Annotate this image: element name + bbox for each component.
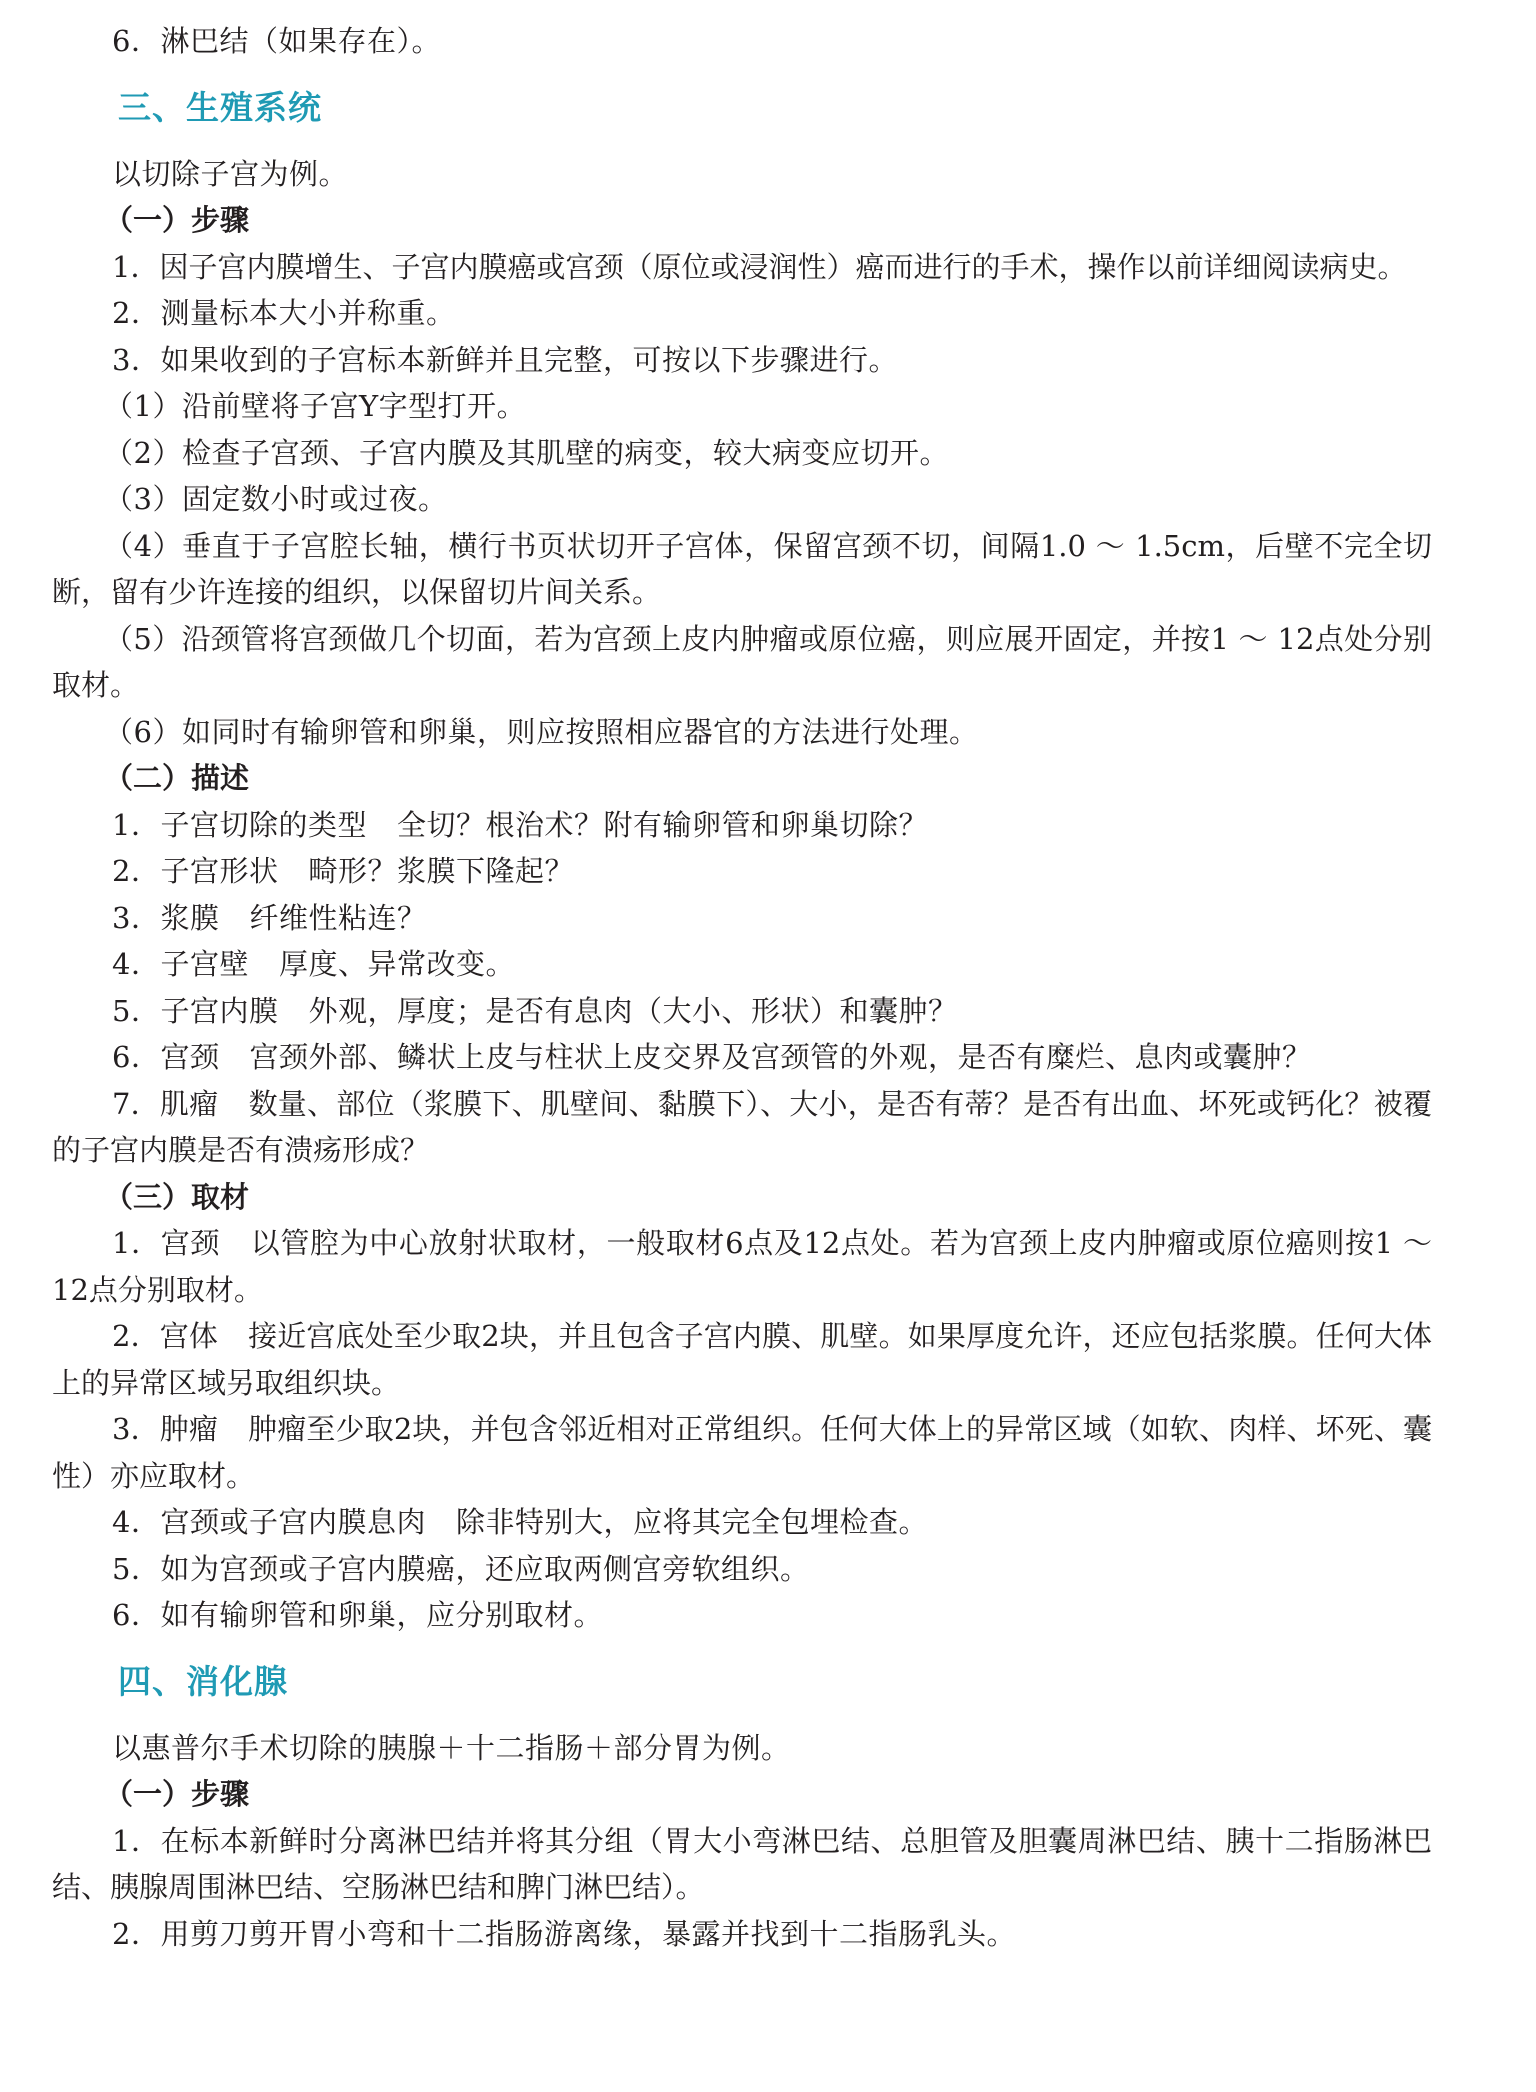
list-item: （5）沿颈管将宫颈做几个切面，若为宫颈上皮内肿瘤或原位癌，则应展开固定，并按1 ～ 12点处分别取材。 bbox=[52, 621, 1432, 702]
list-item bbox=[52, 988, 1432, 1035]
list-item: （3）固定数小时或过夜。 bbox=[104, 482, 448, 516]
list-item bbox=[52, 895, 1432, 942]
item-term: 7．肌瘤 bbox=[112, 1086, 219, 1121]
item-text: 除非特别大，应将其完全包埋检查。 bbox=[455, 1505, 928, 1539]
list-item: （2）检查子宫颈、子宫内膜及其肌壁的病变，较大病变应切开。 bbox=[104, 435, 949, 470]
item-term: 2．子宫形状 bbox=[112, 854, 279, 888]
item-term: 4．宫颈或子宫内膜息肉 bbox=[112, 1505, 426, 1539]
subheading-steps: （一）步骤 bbox=[104, 203, 250, 237]
list-item bbox=[52, 848, 1432, 895]
item-term: 3．肿瘤 bbox=[112, 1412, 218, 1446]
section-heading-digestive: 四、消化腺 bbox=[118, 1661, 288, 1701]
list-item: 6．淋巴结（如果存在）。 bbox=[112, 24, 441, 58]
list-item: 1．因子宫内膜增生、子宫内膜癌或宫颈（原位或浸润性）癌而进行的手术，操作以前详细阅读病史。 bbox=[112, 249, 1407, 284]
list-item bbox=[52, 1406, 1432, 1499]
list-item bbox=[52, 802, 1432, 849]
list-item bbox=[52, 941, 1432, 988]
item-text: 数量、部位（浆膜下、肌壁间、黏膜下）、大小，是否有蒂？是否有出血、坏死或钙化？被覆的子宫内膜是否有溃疡形成？ bbox=[52, 1086, 1432, 1167]
item-text: 纤维性粘连？ bbox=[249, 900, 427, 935]
item-term: 1．宫颈 bbox=[112, 1226, 221, 1260]
list-item: 5．如为宫颈或子宫内膜癌，还应取两侧宫旁软组织。 bbox=[112, 1551, 810, 1586]
item-text: 全切？根治术？附有输卵管和卵巢切除？ bbox=[396, 807, 928, 842]
list-item bbox=[52, 1313, 1432, 1406]
intro-text: 以切除子宫为例。 bbox=[112, 156, 349, 191]
item-term: 2．宫体 bbox=[112, 1319, 218, 1353]
list-item: 2．测量标本大小并称重。 bbox=[112, 296, 456, 330]
list-item bbox=[52, 1220, 1432, 1313]
list-item bbox=[52, 1499, 1432, 1546]
item-text: 外观，厚度；是否有息肉（大小、形状）和囊肿？ bbox=[308, 993, 958, 1028]
item-text: 畸形？浆膜下隆起？ bbox=[308, 854, 574, 888]
item-term: 3．浆膜 bbox=[112, 900, 220, 935]
item-text: 肿瘤至少取2块，并包含邻近相对正常组织。任何大体上的异常区域（如软、肉样、坏死、囊性）亦应取材。 bbox=[52, 1412, 1433, 1493]
item-term: 6．宫颈 bbox=[112, 1040, 220, 1074]
intro-text: 以惠普尔手术切除的胰腺＋十二指肠＋部分胃为例。 bbox=[112, 1730, 791, 1765]
item-text: 厚度、异常改变。 bbox=[278, 947, 515, 981]
list-item bbox=[52, 1081, 1432, 1174]
list-item: 1．在标本新鲜时分离淋巴结并将其分组（胃大小弯淋巴结、总胆管及胆囊周淋巴结、胰十二指肠淋巴结、胰腺周围淋巴结、空肠淋巴结和脾门淋巴结）。 bbox=[52, 1823, 1432, 1904]
document-page bbox=[52, 18, 1432, 1957]
list-item: （1）沿前壁将子宫Y字型打开。 bbox=[104, 389, 527, 423]
item-text: 宫颈外部、鳞状上皮与柱状上皮交界及宫颈管的外观，是否有糜烂、息肉或囊肿？ bbox=[249, 1040, 1312, 1074]
subheading-sampling: （三）取材 bbox=[104, 1179, 250, 1214]
subheading-description: （二）描述 bbox=[104, 761, 250, 795]
item-term: 4．子宫壁 bbox=[112, 947, 249, 981]
list-item: 3．如果收到的子宫标本新鲜并且完整，可按以下步骤进行。 bbox=[112, 342, 898, 377]
item-term: 1．子宫切除的类型 bbox=[112, 807, 367, 842]
list-item: 2．用剪刀剪开胃小弯和十二指肠游离缘，暴露并找到十二指肠乳头。 bbox=[112, 1916, 1016, 1951]
item-text: 接近宫底处至少取2块，并且包含子宫内膜、肌壁。如果厚度允许，还应包括浆膜。任何大体上的异常区域另取组织块。 bbox=[52, 1319, 1433, 1400]
list-item bbox=[52, 1034, 1432, 1081]
list-item: （4）垂直于子宫腔长轴，横行书页状切开子宫体，保留宫颈不切，间隔1.0 ～ 1.5cm，后壁不完全切断，留有少许连接的组织，以保留切片间关系。 bbox=[52, 528, 1432, 609]
list-item: 6．如有输卵管和卵巢，应分别取材。 bbox=[112, 1598, 603, 1632]
subheading-steps: （一）步骤 bbox=[104, 1777, 250, 1811]
item-term: 5．子宫内膜 bbox=[112, 993, 279, 1028]
item-text: 以管腔为中心放射状取材，一般取材6点及12点处。若为宫颈上皮内肿瘤或原位癌则按1 ～ 12点分别取材。 bbox=[52, 1226, 1432, 1307]
section-heading-reproductive: 三、生殖系统 bbox=[118, 87, 322, 127]
list-item: （6）如同时有输卵管和卵巢，则应按照相应器官的方法进行处理。 bbox=[104, 714, 979, 749]
